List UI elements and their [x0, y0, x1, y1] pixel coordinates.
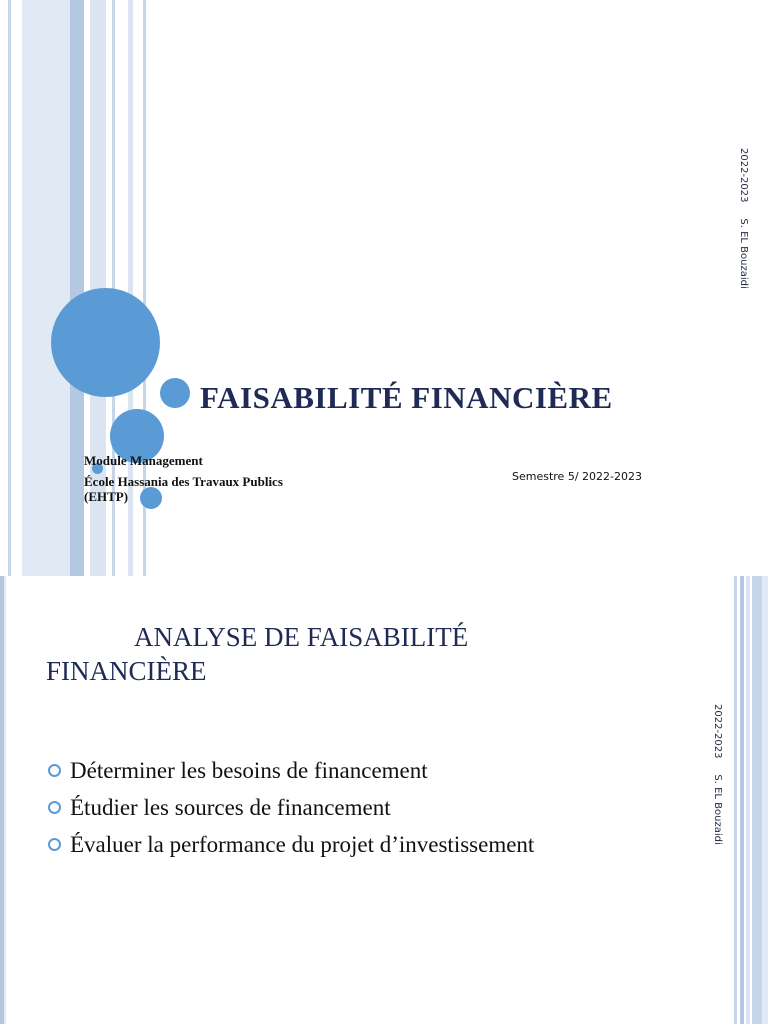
decor-stripe [762, 576, 768, 1024]
decor-stripe [8, 0, 11, 576]
side-footer-text: 2022-2023 S. EL Bouzaidi [712, 704, 723, 845]
subtitle-school-abbrev: (EHTP) [84, 489, 129, 504]
bullet-text: Déterminer les besoins de financement [70, 757, 428, 783]
decor-circle-small [140, 487, 162, 509]
slide-title: FAISABILITÉ FINANCIÈRE [200, 380, 613, 415]
decor-stripe [22, 0, 70, 576]
list-item [48, 752, 534, 789]
side-footer-text: 2022-2023 S. EL Bouzaidi [738, 148, 749, 289]
subtitle-module: Module Management [84, 453, 203, 468]
subtitle-school: École Hassania des Travaux Publics [84, 474, 283, 489]
decor-circle-small [160, 378, 190, 408]
decor-stripe [734, 576, 737, 1024]
list-item [48, 826, 534, 863]
decor-stripe [752, 576, 762, 1024]
bullet-text: Étudier les sources de financement [70, 794, 391, 820]
decor-stripe [740, 576, 744, 1024]
decor-stripe [70, 0, 84, 576]
slide-2-title [46, 620, 606, 688]
decor-circle-large [51, 288, 160, 397]
decor-stripe [746, 576, 750, 1024]
bullet-circle-icon [48, 764, 61, 777]
bullet-text: Évaluer la performance du projet d’investissement [70, 831, 535, 857]
list-item [48, 789, 534, 826]
slide-2-title-line: ANALYSE DE FAISABILITÉ [134, 622, 469, 652]
bullet-list [48, 752, 534, 863]
bullet-circle-icon [48, 838, 61, 851]
bullet-circle-icon [48, 801, 61, 814]
semester-label: Semestre 5/ 2022-2023 [512, 470, 642, 483]
decor-stripe [4, 576, 6, 1024]
slide-2-title-line: FINANCIÈRE [46, 656, 207, 686]
